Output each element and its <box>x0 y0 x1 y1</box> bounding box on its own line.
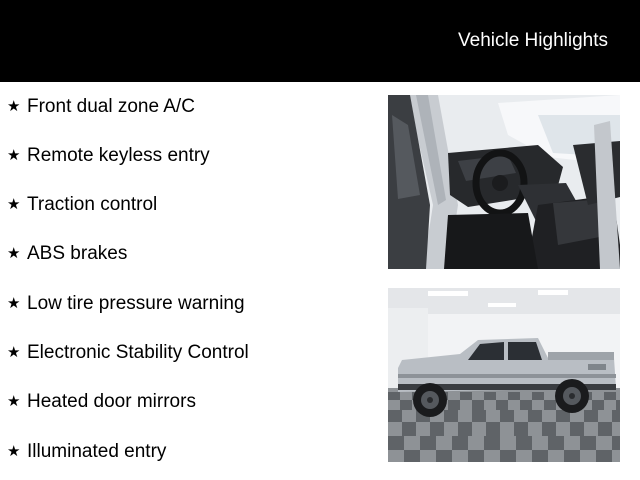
star-icon: ★ <box>7 147 21 164</box>
feature-item <box>7 242 127 266</box>
star-icon: ★ <box>7 443 21 460</box>
star-icon: ★ <box>7 196 21 213</box>
feature-label: Traction control <box>27 194 158 215</box>
feature-item <box>7 440 166 464</box>
feature-item <box>7 144 210 168</box>
feature-label: Electronic Stability Control <box>27 342 249 363</box>
exterior-photo <box>388 288 620 462</box>
star-icon: ★ <box>7 344 21 361</box>
feature-label: Front dual zone A/C <box>27 96 195 117</box>
feature-label: Low tire pressure warning <box>27 293 245 314</box>
feature-label: Remote keyless entry <box>27 145 210 166</box>
feature-item <box>7 95 195 119</box>
star-icon: ★ <box>7 295 21 312</box>
feature-item <box>7 292 245 316</box>
interior-photo <box>388 95 620 269</box>
star-icon: ★ <box>7 393 21 410</box>
feature-label: ABS brakes <box>27 243 128 264</box>
feature-label: Illuminated entry <box>27 441 167 462</box>
page-title: Vehicle Highlights <box>458 30 608 51</box>
feature-label: Heated door mirrors <box>27 391 196 412</box>
feature-item <box>7 193 157 217</box>
feature-item <box>7 390 196 414</box>
star-icon: ★ <box>7 245 21 262</box>
star-icon: ★ <box>7 98 21 115</box>
feature-item <box>7 341 249 365</box>
header-bar <box>0 0 640 82</box>
